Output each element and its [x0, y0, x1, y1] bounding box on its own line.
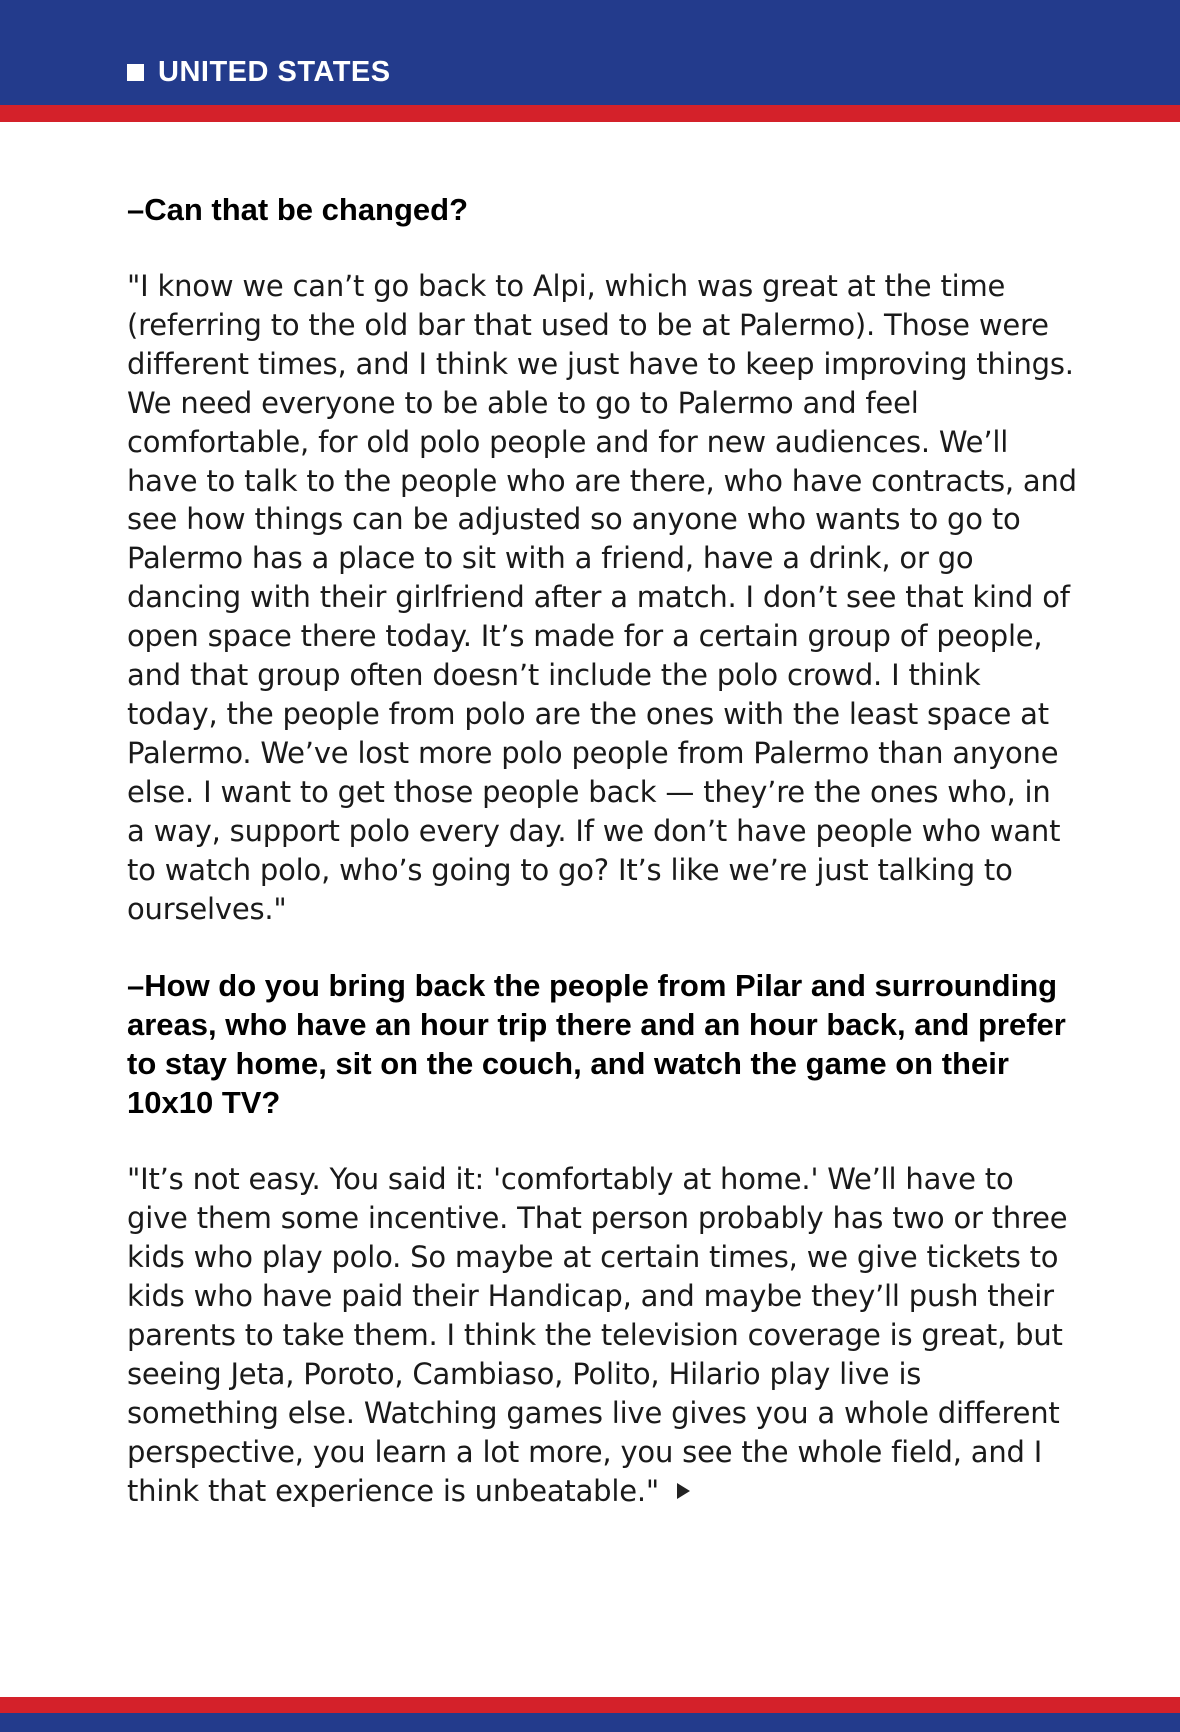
play-triangle-icon [677, 1483, 690, 1499]
square-bullet-icon [127, 64, 144, 81]
article-body [127, 190, 1077, 1511]
footer-red-stripe [0, 1697, 1180, 1713]
footer-bar [0, 1713, 1180, 1732]
answer-2 [127, 1160, 1077, 1510]
answer-2-text: "It’s not easy. You said it: 'comfortably at home.' We’ll have to give them some incentive. That person probably has two or three kids who play polo. So maybe at certain times, we give tickets to kids who have paid their Handicap, and maybe they’ll push their parents to take them. I think the television coverage is great, but seeing Jeta, Poroto, Cambiaso, Polito, Hilario play live is something else. Watching games live gives you a whole different perspective, you learn a lot more, you see the whole field, and I think that experience is unbeatable." [127, 1162, 1068, 1508]
question-1: –Can that be changed? [127, 192, 469, 227]
header-red-stripe [0, 105, 1180, 122]
section-label [127, 52, 391, 92]
question-2: –How do you bring back the people from Pilar and surrounding areas, who have an hour trip there and an hour back, and prefer to stay home, sit on the couch, and watch the game on their 10x10 TV? [127, 968, 1066, 1121]
answer-1: "I know we can’t go back to Alpi, which was great at the time (referring to the old bar that used to be at Palermo). Those were different times, and I think we just have to keep improving things. We need everyone to be able to go to Palermo and feel comfortable, for old polo people and for new audiences. We’ll have to talk to the people who are there, who have contracts, and see how things can be adjusted so anyone who wants to go to Palermo has a place to sit with a friend, have a drink, or go dancing with their girlfriend after a match. I don’t see that kind of open space there today. It’s made for a certain group of people, and that group often doesn’t include the polo crowd. I think today, the people from polo are the ones with the least space at Palermo. We’ve lost more polo people from Palermo than anyone else. I want to get those people back — they’re the ones who, in a way, support polo every day. If we don’t have people who want to watch polo, who’s going to go? It’s like we’re just talking to ourselves." [127, 269, 1077, 926]
section-label-text: UNITED STATES [158, 55, 391, 88]
